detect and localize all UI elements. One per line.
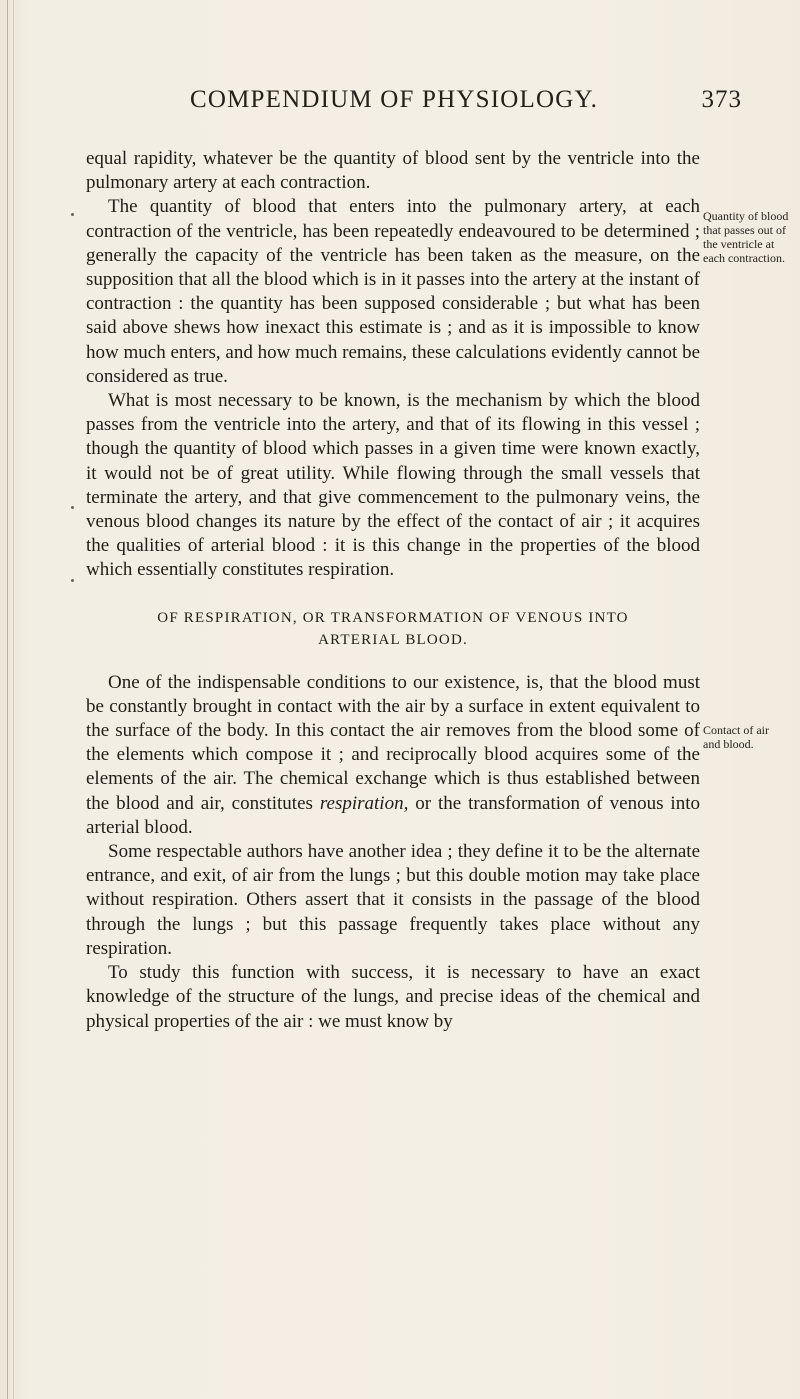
left-binding-shadow (13, 0, 14, 1399)
section-heading-line-2: ARTERIAL BLOOD. (318, 631, 468, 648)
paragraph-2: The quantity of blood that enters into the pulmonary artery, at each contraction of the ventricle, has been repeatedly endeavoured to be determined ; generally the capacity of the ventricle has been taken as the measure, on the supposition that all the blood which is in it passes into the artery at the instant of contraction : the quantity has been supposed considerable ; but what has been said above shews how inexact this estimate is ; and as it is impossible to know how much enters, and how much remains, these calculations evidently cannot be considered as true. (86, 196, 700, 387)
paragraph-3: What is most necessary to be known, is the mechanism by which the blood passes from the ventricle into the artery, and that of its flowing in this vessel ; though the quantity of blood which passes in a given time were known exactly, it would not be of great utility. While flowing through the small vessels that terminate the artery, and that give commencement to the pulmonary veins, the venous blood changes its nature by the effect of the contact of air ; it acquires the qualities of arterial blood : it is this change in the properties of the blood which essentially constitutes respiration. (86, 390, 700, 581)
paragraph-4-text-end: or the transformation of venous into arterial blood. (86, 792, 700, 838)
print-speck-3 (71, 579, 74, 582)
respiration-italic-term: respiration, (319, 792, 409, 814)
margin-note-quantity-of-blood: Quantity of blood that passes out of the ventricle at each contraction. (703, 209, 789, 265)
print-speck-1 (71, 213, 74, 216)
left-binding-edge (7, 0, 8, 1399)
paragraph-5: Some respectable authors have another idea ; they define it to be the alternate entrance, and exit, of air from the lungs ; but this double motion may take place without respiration. Others assert that it consists in the passage of the blood through the lungs ; but this passage frequently takes place without any respiration. (86, 841, 700, 959)
paragraph-1: equal rapidity, whatever be the quantity of blood sent by the ventricle into the pulmonary artery at each contraction. (86, 148, 700, 194)
section-heading-line-1: OF RESPIRATION, OR TRANSFORMATION OF VENOUS INTO (157, 609, 629, 626)
margin-note-contact-of-air: Contact of air and blood. (703, 723, 769, 751)
running-title: COMPENDIUM OF PHYSIOLOGY. (189, 86, 599, 113)
paragraph-6: To study this function with success, it is necessary to have an exact knowledge of the structure of the lungs, and precise ideas of the chemical and physical properties of the air : we must know by (86, 962, 700, 1032)
paragraph-4-text-start: One of the indispensable conditions to our existence, is, that the blood must be constantly brought in contact with the air by a surface in extent equivalent to the surface of the body. In this contact the air removes from the blood some of the elements which compose it ; and reciprocally blood acquires some of the elements of the air. The chemical exchange which is thus established between the blood and air, constitutes (86, 671, 700, 814)
running-head (0, 86, 800, 120)
paragraph-4 (86, 671, 700, 840)
page-number: 373 (701, 86, 742, 113)
print-speck-2 (71, 506, 74, 509)
section-heading (86, 607, 700, 651)
main-text (86, 147, 700, 1034)
